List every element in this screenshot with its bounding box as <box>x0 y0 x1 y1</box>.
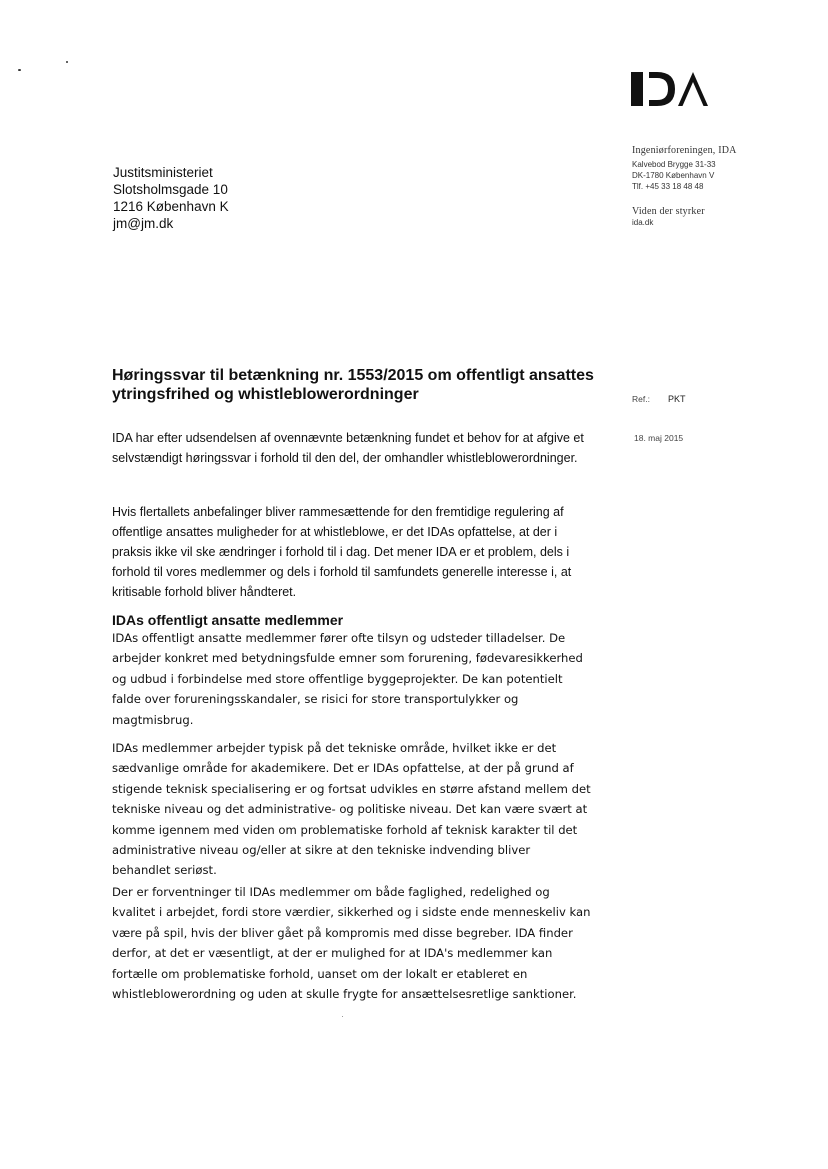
recipient-line: Justitsministeriet <box>113 165 213 180</box>
sender-tagline: Viden der styrker <box>632 206 705 217</box>
section-heading: IDAs offentligt ansatte medlemmer <box>112 612 344 628</box>
reference <box>632 394 685 404</box>
recipient-email: jm@jm.dk <box>113 216 174 231</box>
sender-address-line: DK-1780 København V <box>632 171 715 180</box>
recipient-address <box>113 164 229 232</box>
body-paragraph-expectations: Der er forventninger til IDAs medlemmer om både faglighed, redelighed og kvalitet i arbejdet, fordi store værdier, sikkerhed og i sidste ende menneskeliv kan være på spil, hvis der bliver gået på kompromis med disse begreber. IDA finder derfor, at det er væsentligt, at der er mulighed for at IDA's medlemmer kan fortælle om problematiske forhold, uanset om der lokalt er etableret en whistleblowerordning og uden at skulle frygte for ansættelsesretlige sanktioner. <box>112 885 591 1002</box>
body-paragraph-intro: IDA har efter udsendelsen af ovennævnte betænkning fundet et behov for at afgive et selvstændigt høringssvar i forhold til den del, der omhandler whistleblowerordninger. <box>112 431 584 465</box>
logo-letter-d <box>649 72 675 106</box>
body-paragraph-majority: Hvis flertallets anbefalinger bliver rammesættende for den fremtidige regulering af offentlige ansattes muligheder for at whistleblowe, er det IDAs opfattelse, at der i praksis ikke vil ske ændringer i forhold til i dag. Det mener IDA er et problem, dels i forhold til vores medlemmer og dels i forhold til samfundets generelle interesse i, at kritisable forhold bliver håndteret. <box>112 505 572 599</box>
recipient-line: Slotsholmsgade 10 <box>113 182 228 197</box>
body-paragraph-members: IDAs offentligt ansatte medlemmer fører ofte tilsyn og udsteder tilladelser. De arbejder konkret med betydningsfulde emner som forurening, fødevaresikkerhed og udbud i forbindelse med store offentlige byggeprojekter. De kan potentielt falde over forureningsskandaler, se risici for store transportulykker og magtmisbrug. <box>112 631 583 727</box>
reference-value: PKT <box>667 394 686 404</box>
body-paragraph-technical: IDAs medlemmer arbejder typisk på det tekniske område, hvilket ikke er det sædvanlige område for akademikere. Det er IDAs opfattelse, at der på grund af stigende teknisk specialisering er og fortsat udvikles en større afstand mellem det tekniske niveau og det administrative- og politiske niveau. Det kan være svært at komme igennem med viden om problematiske forhold af teknisk karakter til det administrative niveau og/eller at sikre at den tekniske indvending bliver behandlet seriøst. <box>112 741 591 878</box>
scan-speck <box>342 1016 343 1017</box>
sender-org: Ingeniørforeningen, IDA <box>632 145 737 156</box>
sender-block <box>632 145 822 228</box>
logo-letter-a <box>678 72 708 106</box>
ida-logo <box>631 70 711 108</box>
sender-website: ida.dk <box>632 218 654 227</box>
sender-phone: Tlf. +45 33 18 48 48 <box>632 182 704 191</box>
document-title: Høringssvar til betænkning nr. 1553/2015 om offentligt ansattes ytringsfrihed og whistleblowerordninger <box>112 367 594 403</box>
reference-label: Ref.: <box>632 394 650 404</box>
scan-speck <box>66 61 68 63</box>
scan-speck <box>18 69 21 71</box>
sender-address-line: Kalvebod Brygge 31-33 <box>632 160 716 169</box>
logo-letter-i <box>631 72 643 106</box>
document-date: 18. maj 2015 <box>634 433 684 443</box>
recipient-line: 1216 København K <box>113 199 229 214</box>
